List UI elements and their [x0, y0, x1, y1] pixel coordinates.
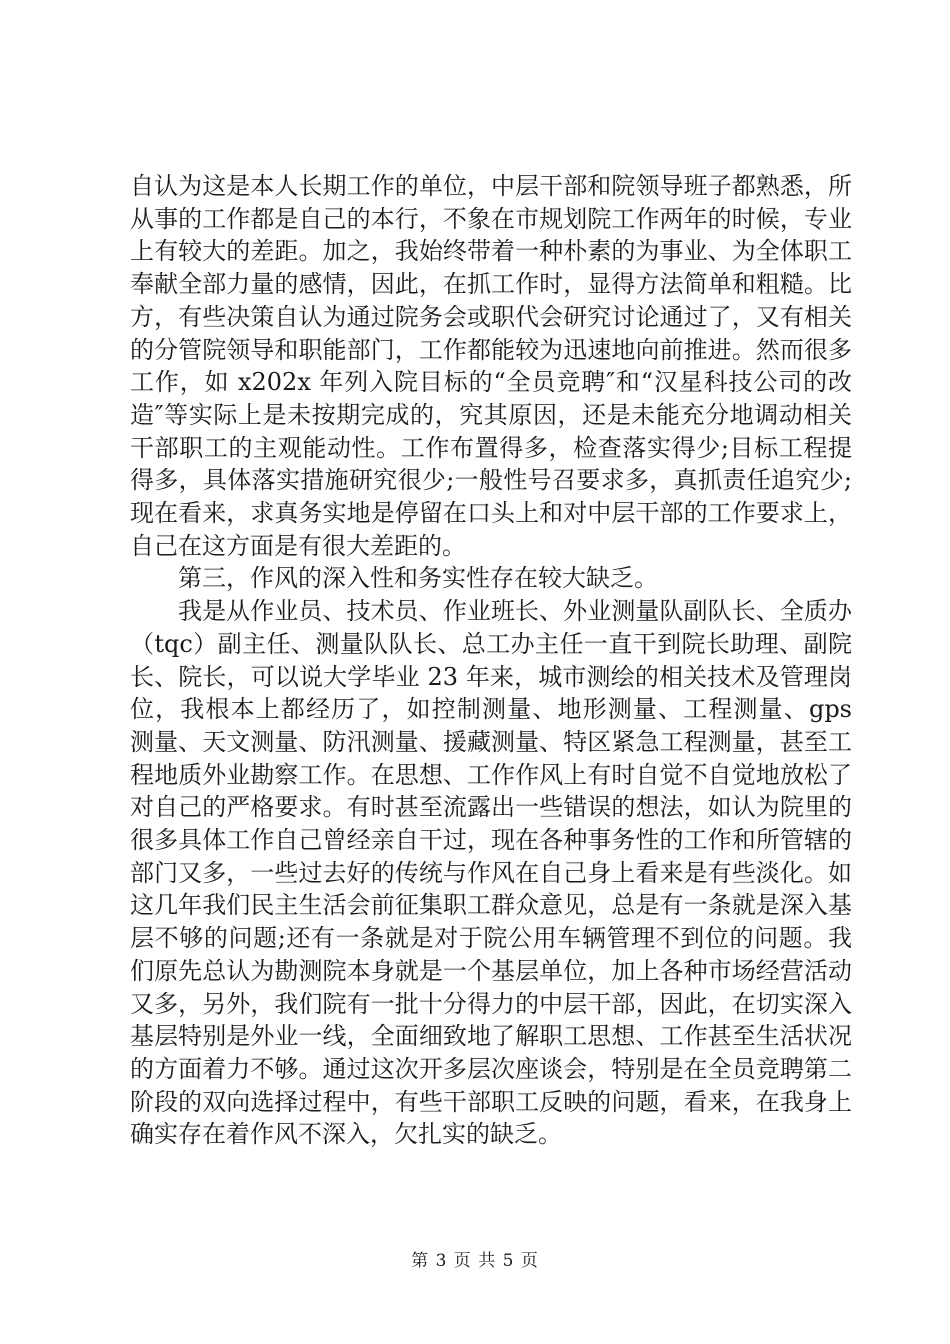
paragraph-heading-third: 第三，作风的深入性和务实性存在较大缺乏。: [178, 564, 658, 593]
body-text: [130, 170, 852, 1151]
page-number-footer: 第 3 页 共 5 页: [411, 1251, 539, 1271]
paragraph-continued: 自认为这是本人长期工作的单位，中层干部和院领导班子都熟悉，所从事的工作都是自己的本行，不象在市规划院工作两年的时候，专业上有较大的差距。加之，我始终带着一种朴素的为事业、为全体职工奉献全部力量的感情，因此，在抓工作时，显得方法简单和粗糙。比方，有些决策自认为通过院务会或职代会研究讨论通过了，又有相关的分管院领导和职能部门，工作都能较为迅速地向前推进。然而很多工作，如 x202x 年列入院目标的“全员竞聘″和“汉星科技公司的改造″等实际上是未按期完成的，究其原因，还是未能充分地调动相关干部职工的主观能动性。工作布置得多，检查落实得少;目标工程提得多，具体落实措施研究很少;一般性号召要求多，真抓责任追究少;现在看来，求真务实地是停留在口头上和对中层干部的工作要求上，自己在这方面是有很大差距的。: [130, 172, 852, 560]
paragraph-body: 我是从作业员、技术员、作业班长、外业测量队副队长、全质办（tqc）副主任、测量队队长、总工办主任一直干到院长助理、副院长、院长，可以说大学毕业 23 年来，城市测绘的相关技术及管理岗位，我根本上都经历了，如控制测量、地形测量、工程测量、gps 测量、天文测量、防汛测量、援藏测量、特区紧急工程测量，甚至工程地质外业勘察工作。在思想、工作作风上有时自觉不自觉地放松了对自己的严格要求。有时甚至流露出一些错误的想法，如认为院里的很多具体工作自己曾经亲自干过，现在各种事务性的工作和所管辖的部门又多，一些过去好的传统与作风在自己身上看来是有些淡化。如这几年我们民主生活会前征集职工群众意见，总是有一条就是深入基层不够的问题;还有一条就是对于院公用车辆管理不到位的问题。我们原先总认为勘测院本身就是一个基层单位，加上各种市场经营活动又多，另外，我们院有一批十分得力的中层干部，因此，在切实深入基层特别是外业一线，全面细致地了解职工思想、工作甚至生活状况的方面着力不够。通过这次开多层次座谈会，特别是在全员竞聘第二阶段的双向选择过程中，有些干部职工反映的问题，看来，在我身上确实存在着作风不深入，欠扎实的缺乏。: [130, 597, 852, 1149]
